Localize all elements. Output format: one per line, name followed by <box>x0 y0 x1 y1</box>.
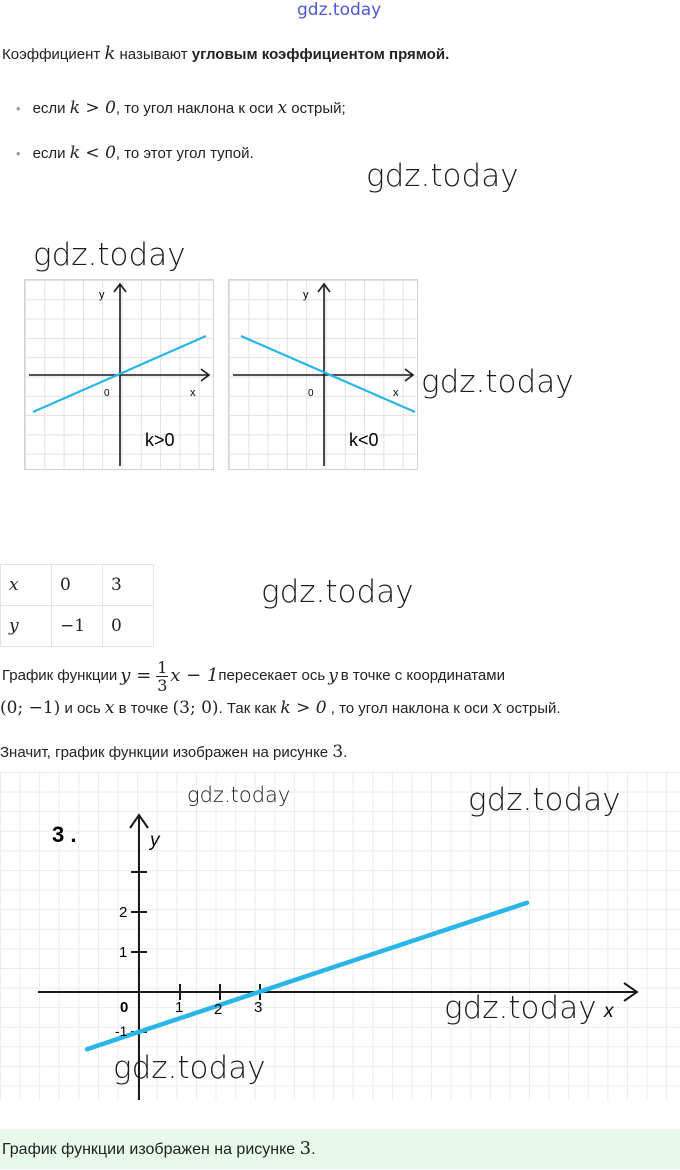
point-2: (3; 0) <box>172 698 219 718</box>
origin-label: 0 <box>308 388 314 399</box>
axis-symbol: x <box>277 98 288 118</box>
origin-label: 0 <box>104 388 110 399</box>
table-cell: 0 <box>103 606 154 647</box>
bullet-item <box>16 143 254 164</box>
explanation-text: . <box>343 744 348 761</box>
watermark: gdz.today <box>261 574 414 610</box>
y-tick-label: -1 <box>115 1023 128 1039</box>
watermark: gdz.today <box>421 364 574 400</box>
bullet-text: , то угол наклона к оси <box>115 100 278 117</box>
fraction <box>156 659 168 694</box>
bullet-dot: • <box>16 146 21 161</box>
explanation-text: и ось <box>60 700 105 717</box>
y-tick-label: 2 <box>119 904 128 921</box>
bullet-text: острый; <box>287 100 346 117</box>
explanation-text: в точке <box>114 700 173 717</box>
formula-rest: x − 1 <box>170 665 219 686</box>
explanation-text: График функции <box>2 667 118 684</box>
value-table <box>0 564 154 647</box>
x-label: x <box>604 1001 614 1022</box>
x-label: x <box>393 387 399 399</box>
figure-number: 3 <box>332 742 344 762</box>
condition: k > 0 <box>280 698 327 718</box>
explanation-line-1 <box>2 654 505 698</box>
bullet-text: если <box>32 145 70 162</box>
answer-end: . <box>311 1141 316 1158</box>
answer-text: График функции изображен на рисунке <box>2 1141 300 1158</box>
x-label: x <box>190 387 196 399</box>
intro-end: . <box>445 46 450 63</box>
watermark: gdz.today <box>468 782 621 818</box>
figure-label: 3 . <box>52 822 77 847</box>
watermark: gdz.today <box>444 990 597 1026</box>
watermark: gdz.today <box>366 158 519 194</box>
formula: k > 0 <box>69 98 116 118</box>
bullet-item <box>16 98 346 119</box>
formula-y: y = <box>120 665 152 686</box>
formula: k < 0 <box>69 143 116 163</box>
y-label: y <box>150 830 160 851</box>
y-label: y <box>99 289 105 301</box>
axis-symbol: y <box>328 666 338 686</box>
graph-k-positive <box>24 279 214 470</box>
bullet-text: , то этот угол тупой. <box>115 145 254 162</box>
fraction-denominator: 3 <box>157 675 168 695</box>
point-1: (0; −1) <box>0 698 61 718</box>
axis-symbol: x <box>492 698 502 718</box>
table-cell: x <box>1 565 52 606</box>
table-row <box>1 606 154 647</box>
x-tick-label: 3 <box>254 999 263 1016</box>
graph-caption: k<0 <box>349 430 379 450</box>
figure-3 <box>0 772 680 1100</box>
y-tick-label: 1 <box>119 944 128 961</box>
explanation-text: в точке с координатами <box>340 667 505 684</box>
explanation-text: Значит, график функции изображен на рисунке <box>0 744 333 761</box>
watermark: gdz.today <box>187 783 291 807</box>
fraction-numerator: 1 <box>157 657 168 677</box>
bullet-dot: • <box>16 101 21 116</box>
explanation-line-3 <box>0 742 347 763</box>
graph-k-negative <box>228 279 418 470</box>
function-line <box>87 903 527 1049</box>
watermark: gdz.today <box>33 237 186 273</box>
y-label: y <box>303 289 309 301</box>
x-tick-label: 1 <box>175 999 184 1016</box>
answer-number: 3 <box>299 1138 312 1159</box>
origin-label: 0 <box>120 999 129 1016</box>
graph-k-negative-svg <box>229 280 417 469</box>
intro-text: Коэффициент <box>2 46 105 63</box>
answer-box <box>0 1129 680 1169</box>
graph-caption: k>0 <box>145 430 175 450</box>
table-cell: −1 <box>52 606 103 647</box>
explanation-text: острый. <box>502 700 561 717</box>
table-cell: 0 <box>52 565 103 606</box>
explanation-text: пересекает ось <box>218 667 326 684</box>
explanation-text: . Так как <box>218 700 281 717</box>
graph-k-positive-svg <box>25 280 213 469</box>
term-bold: угловым коэффициентом прямой <box>191 46 446 63</box>
explanation-line-2 <box>0 698 561 719</box>
table-row <box>1 565 154 606</box>
line-negative-slope <box>241 336 415 412</box>
watermark: gdz.today <box>113 1050 266 1086</box>
bullet-text: если <box>32 100 70 117</box>
intro-text-2: называют <box>115 46 192 63</box>
table-cell: y <box>1 606 52 647</box>
x-tick-label: 2 <box>214 1001 223 1018</box>
watermark-top: gdz.today <box>297 0 382 20</box>
intro-paragraph <box>2 44 449 65</box>
figure-3-svg <box>0 772 680 1100</box>
axis-symbol: x <box>104 698 115 718</box>
table-cell: 3 <box>103 565 154 606</box>
k-symbol: k <box>104 43 116 64</box>
explanation-text: , то угол наклона к оси <box>326 700 493 717</box>
